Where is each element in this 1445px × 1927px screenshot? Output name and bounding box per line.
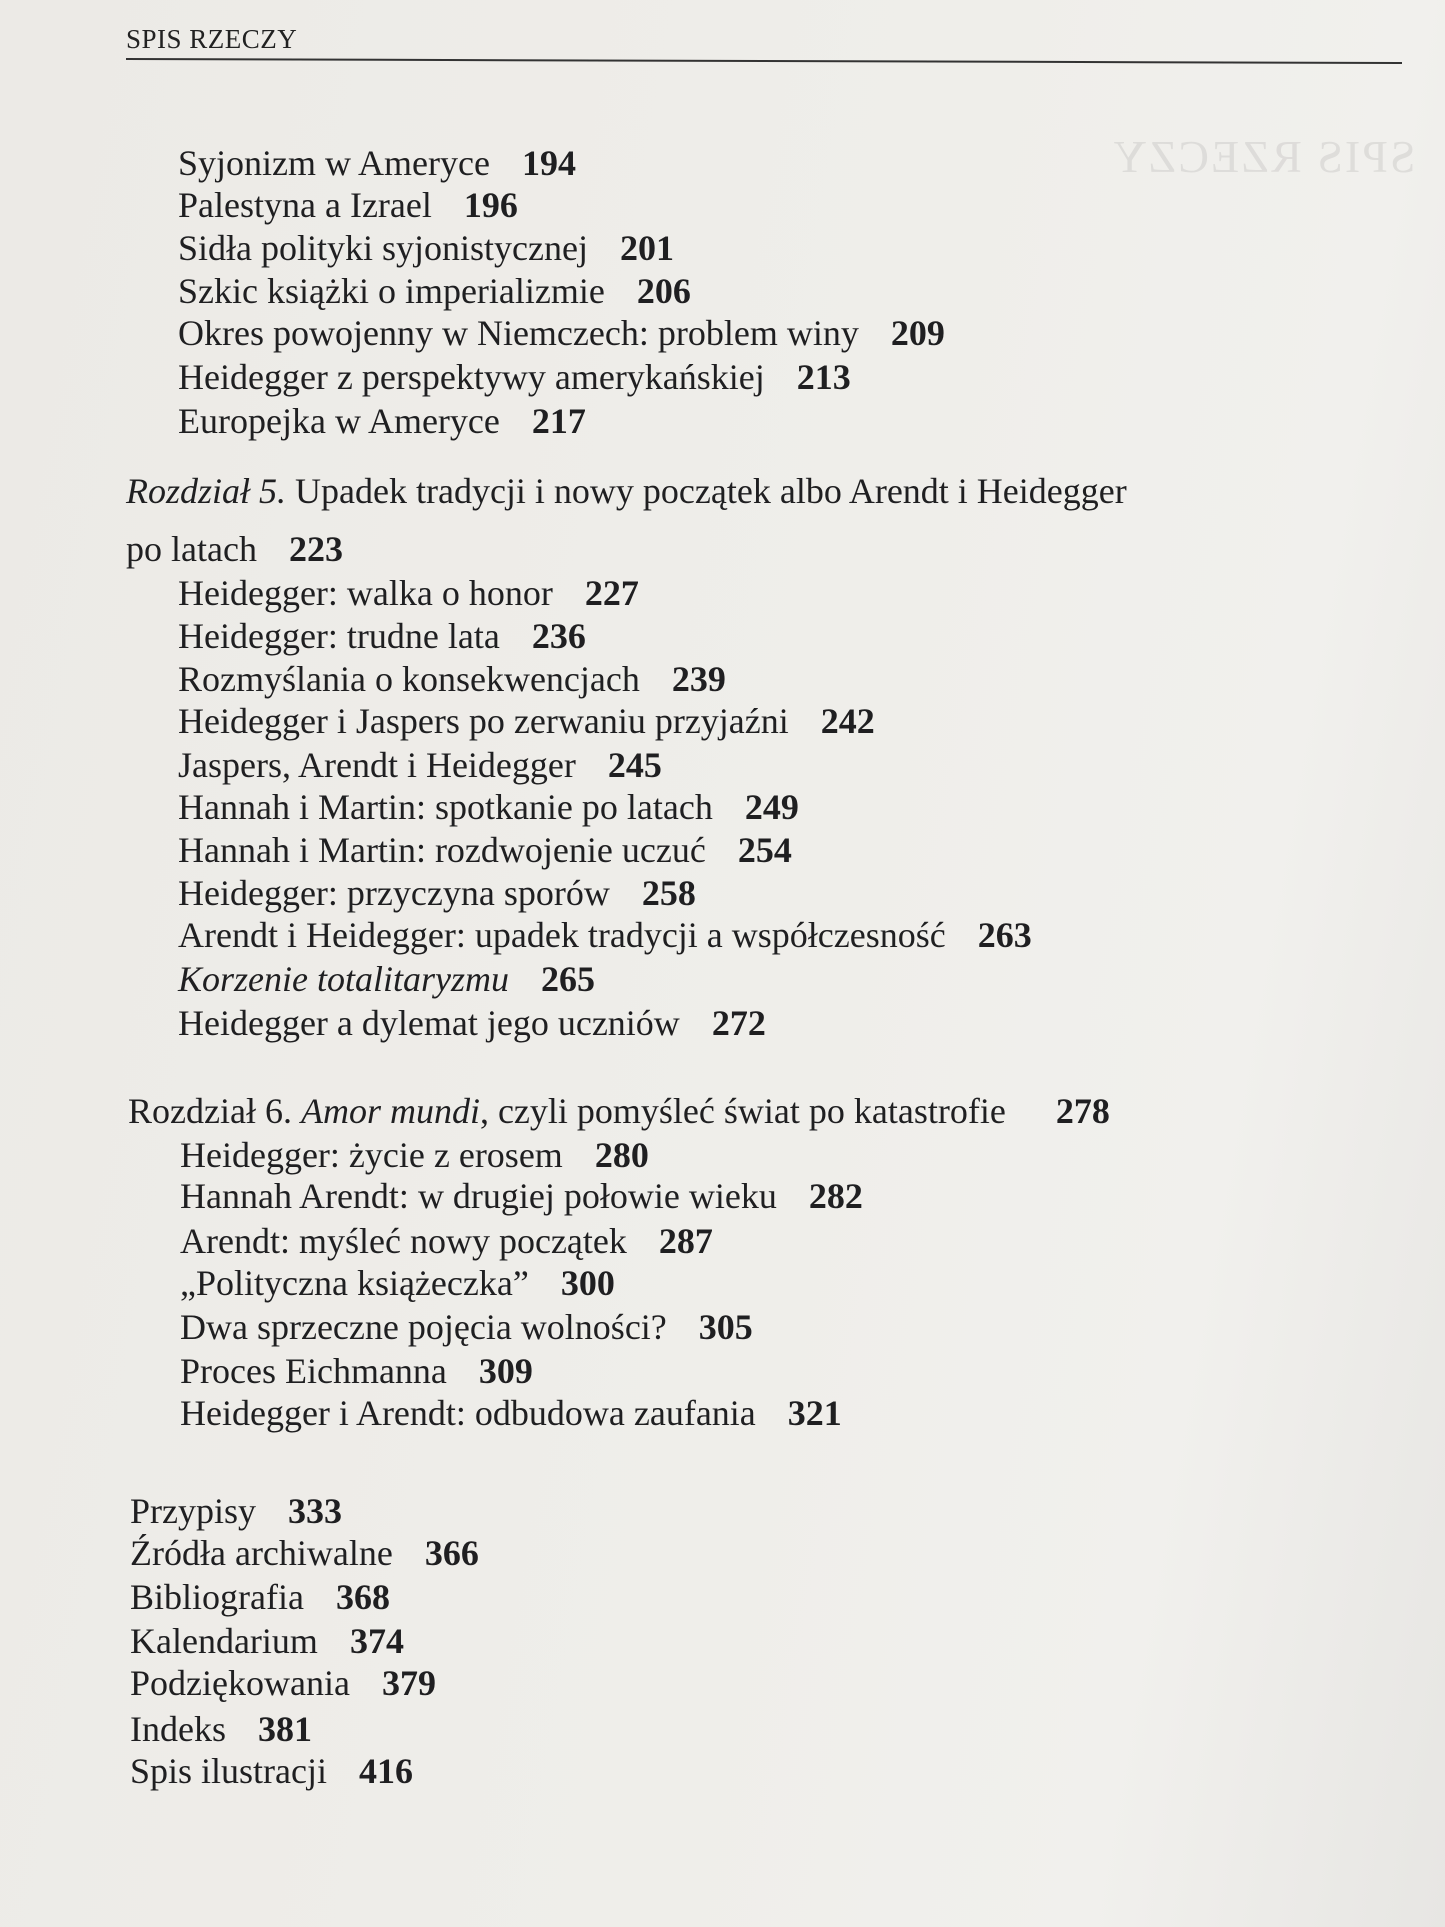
toc-entry	[178, 356, 851, 398]
toc-entry-page: 300	[560, 1263, 615, 1303]
toc-entry	[178, 142, 576, 184]
toc-entry-title: Heidegger z perspektywy amerykańskiej	[178, 357, 765, 397]
toc-entry-title: Okres powojenny w Niemczech: problem winy	[178, 313, 859, 353]
toc-entry-title: Jaspers, Arendt i Heidegger	[178, 745, 576, 785]
toc-entry	[178, 400, 586, 442]
toc-entry-title: Heidegger i Jaspers po zerwaniu przyjaźni	[178, 701, 789, 741]
toc-entry-title: Proces Eichmanna	[180, 1351, 447, 1391]
toc-entry-title: Syjonizm w Ameryce	[178, 143, 490, 183]
toc-entry	[178, 786, 799, 828]
toc-entry-title: Heidegger a dylemat jego uczniów	[178, 1003, 680, 1043]
show-through-text: SPIS RZECZY	[1110, 131, 1415, 182]
toc-entry	[130, 1708, 312, 1750]
toc-entry-page: 366	[424, 1533, 479, 1573]
toc-entry	[178, 227, 674, 269]
chapter-6-title-italic: Amor mundi	[300, 1091, 480, 1131]
toc-entry-page: 242	[820, 701, 875, 741]
toc-entry-page: 245	[607, 745, 662, 785]
toc-entry-title: Sidła polityki syjonistycznej	[178, 228, 588, 268]
toc-entry-page: 282	[808, 1176, 863, 1216]
toc-entry	[180, 1350, 533, 1392]
toc-entry-page: 249	[744, 787, 799, 827]
toc-entry	[180, 1175, 863, 1217]
toc-entry-page: 206	[636, 271, 691, 311]
toc-entry-page: 258	[641, 873, 696, 913]
toc-entry	[130, 1532, 479, 1574]
toc-entry	[180, 1392, 842, 1434]
chapter-5-heading-cont	[126, 528, 343, 570]
toc-entry-title: Rozmyślania o konsekwencjach	[178, 659, 640, 699]
toc-entry	[130, 1662, 436, 1704]
chapter-6-page: 278	[1055, 1091, 1110, 1131]
chapter-5-heading	[126, 470, 1127, 512]
toc-entry-title: Heidegger i Arendt: odbudowa zaufania	[180, 1393, 756, 1433]
toc-entry-page: 379	[381, 1663, 436, 1703]
toc-entry-page: 254	[737, 830, 792, 870]
toc-entry-page: 265	[541, 959, 595, 999]
toc-entry-page: 196	[463, 185, 518, 225]
toc-entry-page: 321	[787, 1393, 842, 1433]
toc-entry-title: Arendt i Heidegger: upadek tradycji a współczesność	[178, 915, 946, 955]
toc-entry-title: „Polityczna książeczka”	[180, 1263, 529, 1303]
toc-entry-title: Europejka w Ameryce	[178, 401, 500, 441]
toc-entry	[178, 1002, 766, 1044]
toc-entry-page: 368	[335, 1577, 390, 1617]
toc-entry-title: Dwa sprzeczne pojęcia wolności?	[180, 1307, 667, 1347]
toc-entry-title: Heidegger: życie z erosem	[180, 1135, 563, 1175]
chapter-5-title: Upadek tradycji i nowy początek albo Arendt i Heidegger	[286, 471, 1127, 511]
toc-entry	[130, 1576, 390, 1618]
toc-entry-page: 217	[531, 401, 586, 441]
toc-entry-title: Arendt: myśleć nowy początek	[180, 1221, 627, 1261]
toc-entry-page: 280	[594, 1135, 649, 1175]
toc-entry-page: 236	[531, 616, 586, 656]
toc-entry-page: 309	[478, 1351, 533, 1391]
toc-entry-page: 287	[658, 1221, 713, 1261]
toc-entry	[178, 958, 595, 1000]
toc-entry	[180, 1220, 713, 1262]
toc-entry	[178, 184, 518, 226]
toc-entry-page: 374	[349, 1621, 404, 1661]
toc-entry-page: 213	[796, 357, 851, 397]
toc-entry-title: Palestyna a Izrael	[178, 185, 432, 225]
toc-entry-title: Szkic książki o imperializmie	[178, 271, 605, 311]
chapter-6-title: , czyli pomyśleć świat po katastrofie	[479, 1091, 1006, 1131]
toc-entry-title: Hannah Arendt: w drugiej połowie wieku	[180, 1176, 777, 1216]
toc-entry-title: Bibliografia	[130, 1577, 304, 1617]
toc-entry	[130, 1620, 404, 1662]
toc-entry-page: 239	[671, 659, 726, 699]
toc-entry-page: 201	[619, 228, 674, 268]
toc-entry	[180, 1306, 753, 1348]
toc-entry	[178, 270, 691, 312]
toc-entry-title: Indeks	[130, 1709, 226, 1749]
toc-entry-title: Korzenie totalitaryzmu	[178, 959, 509, 999]
toc-entry-page: 209	[890, 313, 945, 353]
toc-entry-title: Przypisy	[130, 1491, 256, 1531]
toc-entry	[178, 829, 792, 871]
toc-entry-page: 381	[257, 1709, 312, 1749]
toc-entry	[130, 1750, 413, 1792]
toc-entry-page: 305	[698, 1307, 753, 1347]
toc-entry-title: Spis ilustracji	[130, 1751, 327, 1791]
toc-entry-title: Kalendarium	[130, 1621, 318, 1661]
toc-entry-page: 333	[288, 1491, 342, 1531]
toc-entry-page: 263	[977, 915, 1032, 955]
chapter-6-heading	[128, 1090, 1110, 1132]
toc-entry-page: 194	[521, 143, 576, 183]
toc-entry-title: Hannah i Martin: rozdwojenie uczuć	[178, 830, 706, 870]
toc-entry-title: Hannah i Martin: spotkanie po latach	[178, 787, 713, 827]
toc-entry-title: Heidegger: trudne lata	[178, 616, 500, 656]
chapter-5-title-cont: po latach	[126, 529, 257, 569]
chapter-5-page: 223	[288, 529, 343, 569]
toc-entry-page: 416	[359, 1751, 413, 1791]
toc-entry	[130, 1490, 342, 1532]
toc-entry	[178, 658, 726, 700]
toc-entry	[178, 615, 586, 657]
toc-entry	[178, 744, 662, 786]
toc-entry-page: 272	[711, 1003, 766, 1043]
chapter-6-label: Rozdział 6.	[128, 1091, 301, 1131]
toc-entry	[178, 872, 696, 914]
toc-entry-page: 227	[584, 573, 639, 613]
toc-entry	[178, 312, 945, 354]
toc-entry-title: Heidegger: przyczyna sporów	[178, 873, 610, 913]
toc-entry	[180, 1262, 615, 1304]
toc-entry	[180, 1134, 649, 1176]
toc-entry-title: Podziękowania	[130, 1663, 350, 1703]
toc-entry-title: Źródła archiwalne	[130, 1533, 393, 1573]
running-head: SPIS RZECZY	[126, 24, 298, 54]
toc-entry	[178, 572, 639, 614]
toc-entry-title: Heidegger: walka o honor	[178, 573, 553, 613]
toc-entry	[178, 914, 1032, 956]
toc-entry	[178, 700, 875, 742]
chapter-5-label: Rozdział 5.	[126, 471, 287, 511]
